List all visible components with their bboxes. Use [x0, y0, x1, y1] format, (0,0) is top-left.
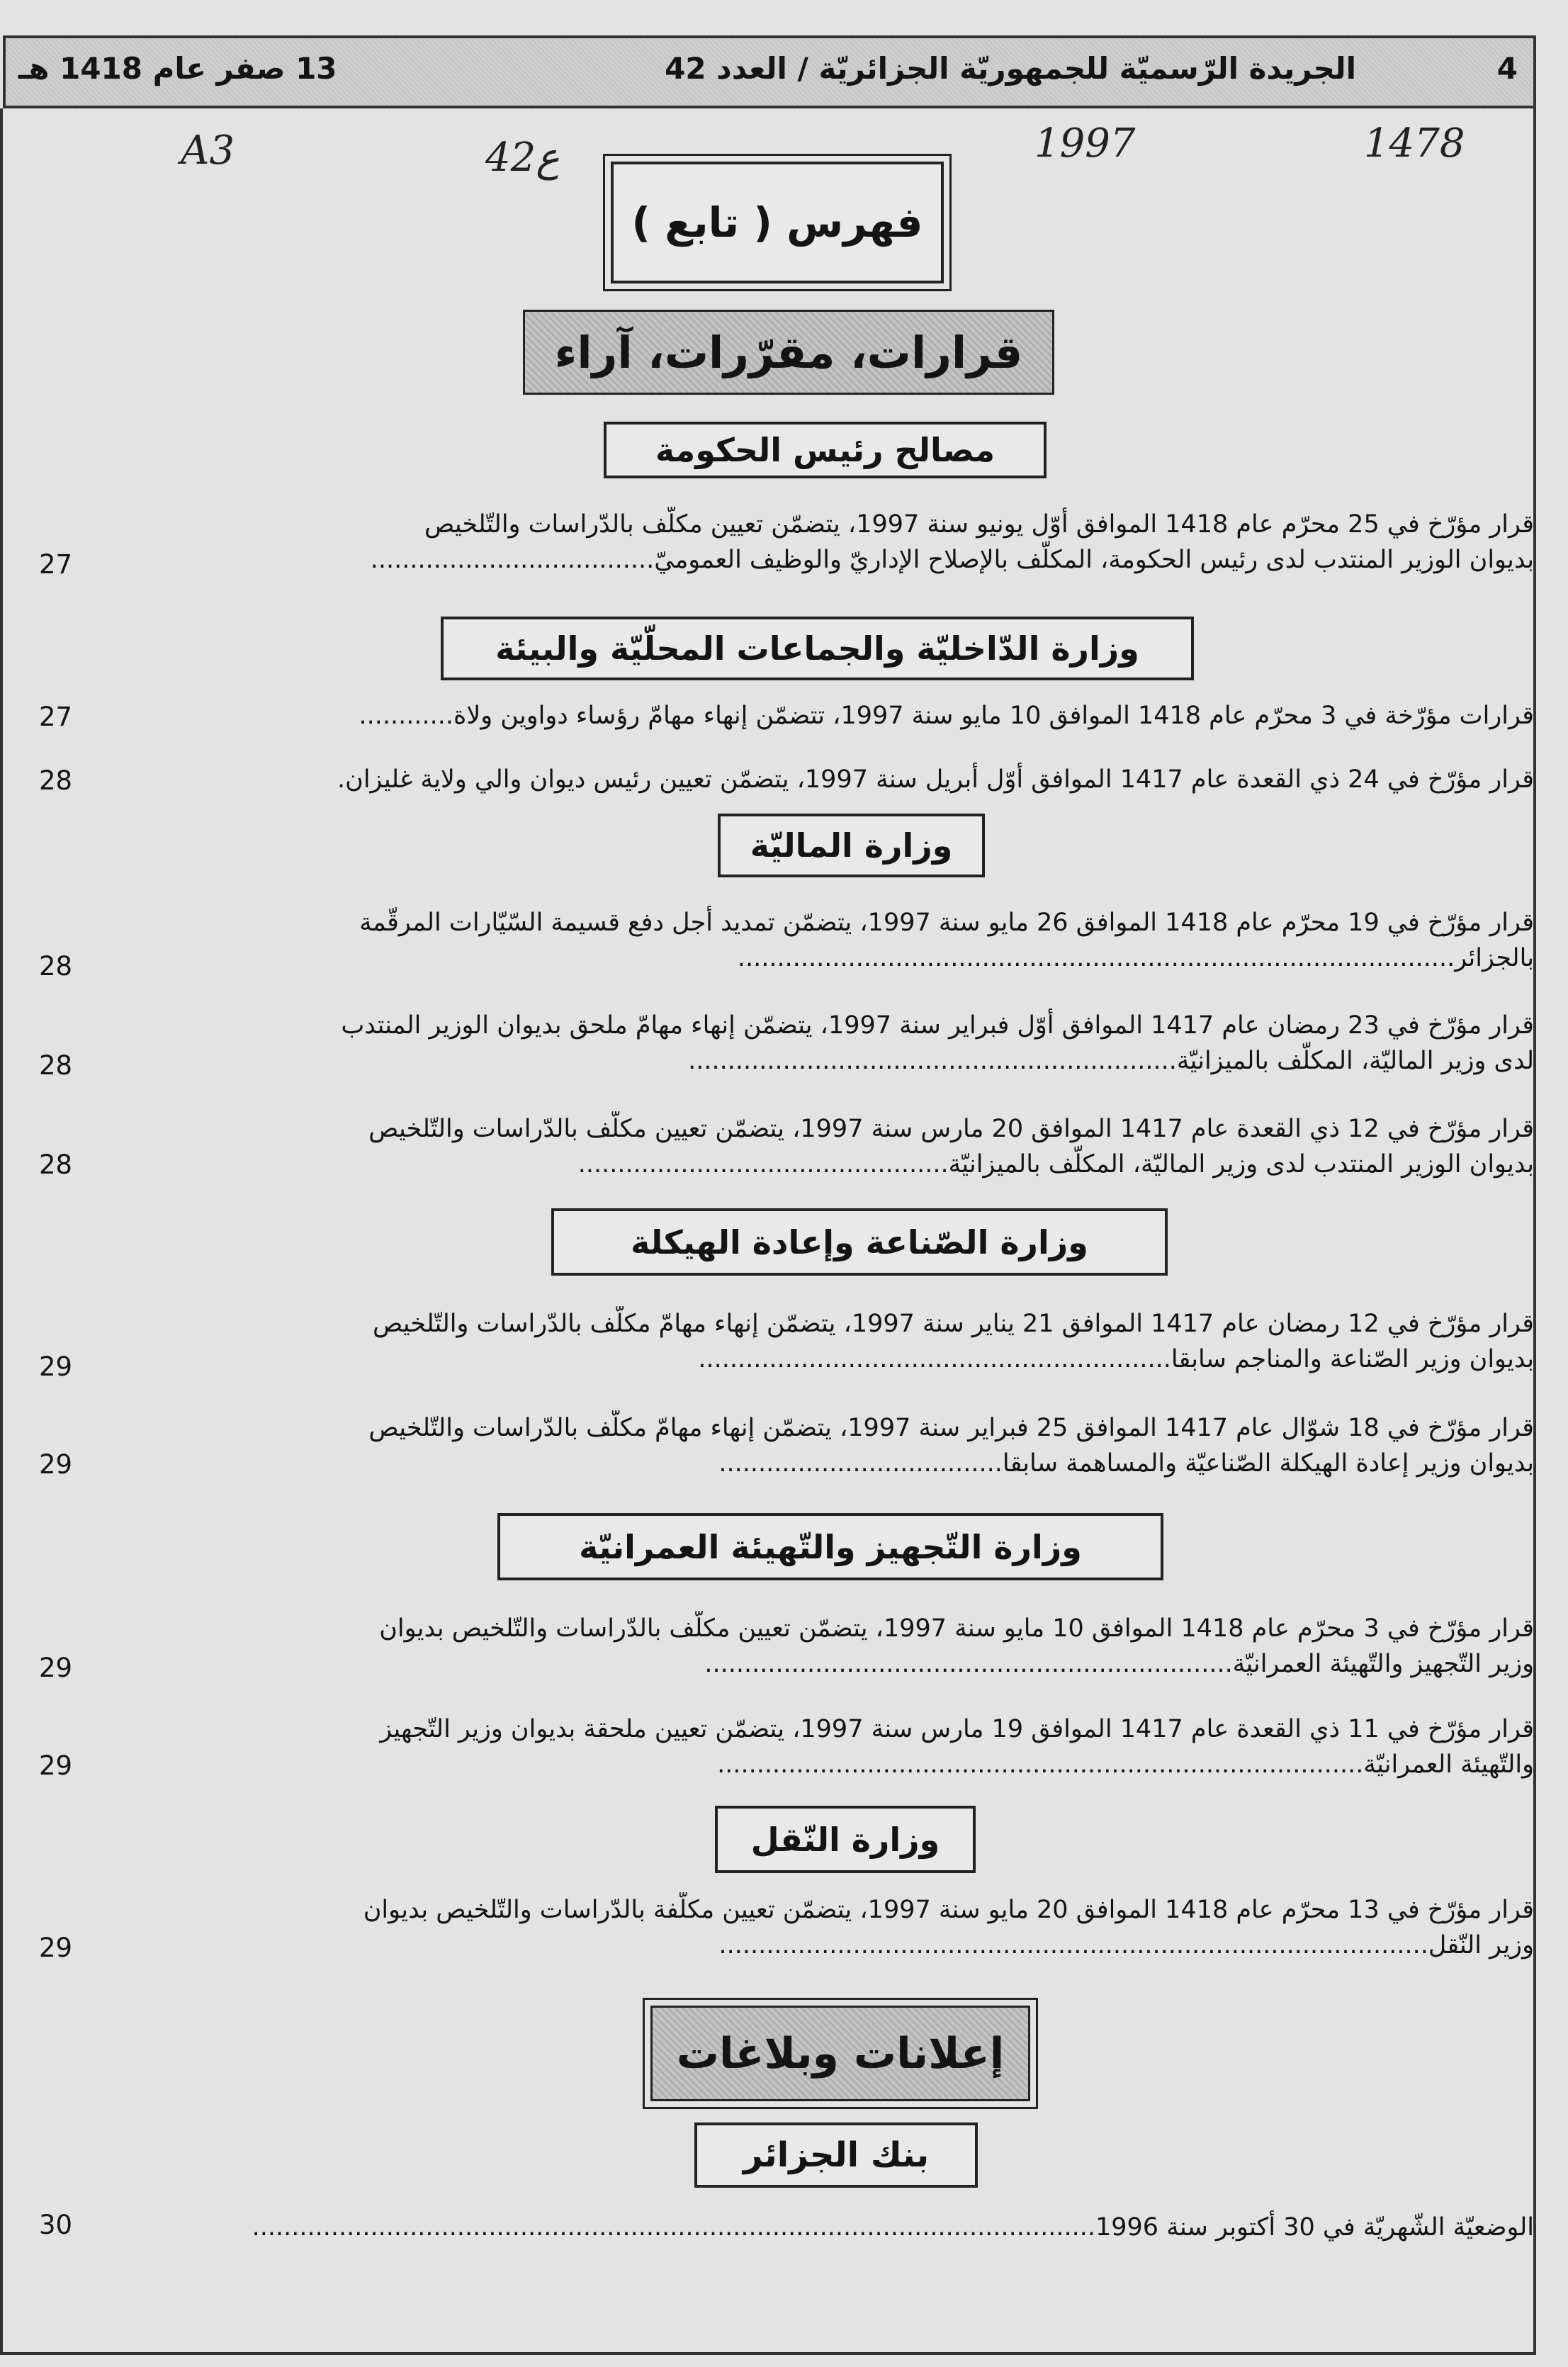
leader-dots: ............................................................ — [688, 1047, 1161, 1075]
entry-line: بديوان الوزير المنتدب لدى وزير الماليّة، المكلّف بالميزانيّة.. — [932, 1150, 1534, 1179]
leader-dots: ................................................................................. — [717, 1750, 1356, 1779]
ministry-name: مصالح رئيس الحكومة — [655, 431, 995, 469]
header-date: 13 صفر عام 1418 هـ — [18, 51, 337, 86]
ministry-heading-equipment — [497, 1513, 1163, 1580]
header-title: الجريدة الرّسميّة للجمهوريّة الجزائريّة / العدد 42 — [665, 51, 1356, 86]
ministry-heading-pm — [604, 422, 1047, 478]
entry-line: وزير التّجهيز والتّهيئة العمرانيّة.. — [1217, 1650, 1534, 1678]
ministry-heading-industry — [551, 1208, 1168, 1276]
index-entry — [64, 1892, 1534, 1963]
section-decisions-box — [523, 310, 1054, 395]
entry-line: والتّهيئة العمرانيّة. — [1355, 1750, 1534, 1779]
page-reference: 28 — [39, 765, 73, 796]
leader-dots: ................................................................. — [704, 1650, 1217, 1678]
entry-line: قرار مؤرّخ في 12 رمضان عام 1417 الموافق 21 يناير سنة 1997، يتضمّن إنهاء مهامّ مكلّف بالدّراسات والتّلخيص — [372, 1310, 1534, 1338]
bank-heading — [694, 2123, 978, 2188]
ministry-name: وزارة الصّناعة وإعادة الهيكلة — [631, 1222, 1088, 1261]
index-entry — [64, 1111, 1534, 1182]
entry-line: قرار مؤرّخ في 18 شوّال عام 1417 الموافق 25 فبراير سنة 1997، يتضمّن إنهاء مهامّ مكلّف بالدّراسات والتّلخيص — [368, 1414, 1534, 1442]
ministry-name: وزارة النّقل — [750, 1820, 940, 1859]
index-entry — [64, 905, 1534, 976]
page-reference: 29 — [39, 1933, 73, 1963]
leader-dots: ........... — [359, 702, 446, 730]
entry-line: قرار مؤرّخ في 12 ذي القعدة عام 1417 الموافق 20 مارس سنة 1997، يتضمّن تعيين مكلّف بالدّراسات والتّلخيص — [368, 1115, 1534, 1143]
entry-line: قرار مؤرّخ في 23 رمضان عام 1417 الموافق أوّل فبراير سنة 1997، يتضمّن إنهاء مهامّ ملحق بديوان الوزير المنتدب — [341, 1011, 1534, 1040]
page-reference: 28 — [39, 1149, 73, 1180]
bank-name: بنك الجزائر — [743, 2135, 930, 2175]
page-reference: 29 — [39, 1653, 73, 1683]
entry-line: قرار مؤرّخ في 24 ذي القعدة عام 1417 الموافق أوّل أبريل سنة 1997، يتضمّن تعيين رئيس ديوان والي ولاية غليزان. — [337, 765, 1534, 794]
page-reference: 27 — [39, 702, 73, 732]
index-entry — [64, 1410, 1534, 1481]
entry-line: قرارات مؤرّخة في 3 محرّم عام 1418 الموافق 10 مايو سنة 1997، تتضمّن إنهاء مهامّ رؤساء دواوين ولاة. — [445, 702, 1534, 730]
leader-dots: ........................................................... — [698, 1345, 1163, 1373]
ministry-heading-transport — [715, 1806, 976, 1873]
section-decisions-title: قرارات، مقرّرات، آراء — [554, 326, 1023, 378]
index-entry — [64, 1306, 1534, 1377]
entry-line: قرار مؤرّخ في 25 محرّم عام 1418 الموافق أوّل يونيو سنة 1997، يتضمّن تعيين مكلّف بالدّراسات والتّلخيص — [424, 510, 1534, 539]
entry-line: وزير النّقل. — [1420, 1931, 1534, 1960]
entry-line: بالجزائر.. — [1438, 944, 1534, 972]
page-reference: 29 — [39, 1449, 73, 1480]
ministry-heading-finance — [718, 814, 985, 877]
entry-line: قرار مؤرّخ في 19 محرّم عام 1418 الموافق 26 مايو سنة 1997، يتضمّن تمديد أجل دفع قسيمة السّيّارات المرقّمة — [359, 909, 1534, 937]
handwritten-year: 1997 — [1034, 120, 1136, 167]
handwritten-number: 1478 — [1364, 120, 1465, 167]
leader-dots: ........................................................................................................... — [252, 2213, 1095, 2242]
handwritten-code: A3 — [181, 128, 235, 174]
index-entry — [64, 1611, 1534, 1682]
page-reference: 28 — [39, 1050, 73, 1081]
leader-dots: ................................... — [718, 1449, 995, 1478]
leader-dots: .................................. — [370, 546, 639, 574]
entry-line: قرار مؤرّخ في 3 محرّم عام 1418 الموافق 10 مايو سنة 1997، يتضمّن تعيين مكلّف بالدّراسات والتّلخيص بديوان — [379, 1614, 1534, 1643]
index-entry — [64, 698, 1534, 733]
entry-line: بديوان وزير إعادة الهيكلة الصّناعيّة والمساهمة سابقا. — [994, 1449, 1534, 1478]
index-entry — [64, 1711, 1534, 1782]
entry-line: قرار مؤرّخ في 11 ذي القعدة عام 1417 الموافق 19 مارس سنة 1997، يتضمّن تعيين ملحقة بديوان وزير التّجهيز — [380, 1715, 1534, 1743]
index-entry — [64, 2210, 1534, 2245]
index-entry — [64, 507, 1534, 578]
ministry-name: وزارة التّجهيز والتّهيئة العمرانيّة — [579, 1527, 1082, 1566]
section-announcements-title: إعلانات وبلاغات — [676, 2028, 1005, 2079]
index-entry — [64, 1008, 1534, 1079]
leader-dots: ............................................. — [577, 1150, 933, 1179]
leader-dots: ......................................................................................... — [718, 1931, 1421, 1960]
header-page-number: 4 — [1496, 51, 1518, 86]
page-reference: 27 — [39, 549, 73, 580]
index-title: فهرس ( تابع ) — [631, 198, 923, 247]
entry-line: بديوان وزير الصّناعة والمناجم سابقا. — [1163, 1345, 1534, 1373]
page-reference: 28 — [39, 951, 73, 982]
ministry-name: وزارة الماليّة — [750, 826, 953, 865]
entry-line: بديوان الوزير المنتدب لدى رئيس الحكومة، المكلّف بالإصلاح الإداريّ والوظيف العموميّ.. — [638, 546, 1534, 574]
ministry-name: وزارة الدّاخليّة والجماعات المحلّيّة والبيئة — [495, 629, 1139, 668]
page-reference: 30 — [39, 2210, 73, 2240]
page-header — [3, 35, 1536, 108]
index-title-box — [611, 162, 944, 283]
entry-line: قرار مؤرّخ في 13 محرّم عام 1418 الموافق 20 مايو سنة 1997، يتضمّن تعيين مكلّفة بالدّراسات والتّلخيص بديوان — [363, 1896, 1534, 1924]
index-entry — [64, 762, 1534, 797]
entry-line: لدى وزير الماليّة، المكلّف بالميزانيّة.. — [1161, 1047, 1534, 1075]
section-announcements-box — [650, 2006, 1030, 2101]
entry-line: الوضعيّة الشّهريّة في 30 أكتوبر سنة 1996 — [1095, 2213, 1534, 2242]
ministry-heading-interior — [441, 617, 1194, 680]
page-reference: 29 — [39, 1750, 73, 1781]
leader-dots: ......................................................................................... — [737, 944, 1439, 972]
handwritten-issue: 42ع — [485, 135, 560, 181]
page-reference: 29 — [39, 1351, 73, 1382]
